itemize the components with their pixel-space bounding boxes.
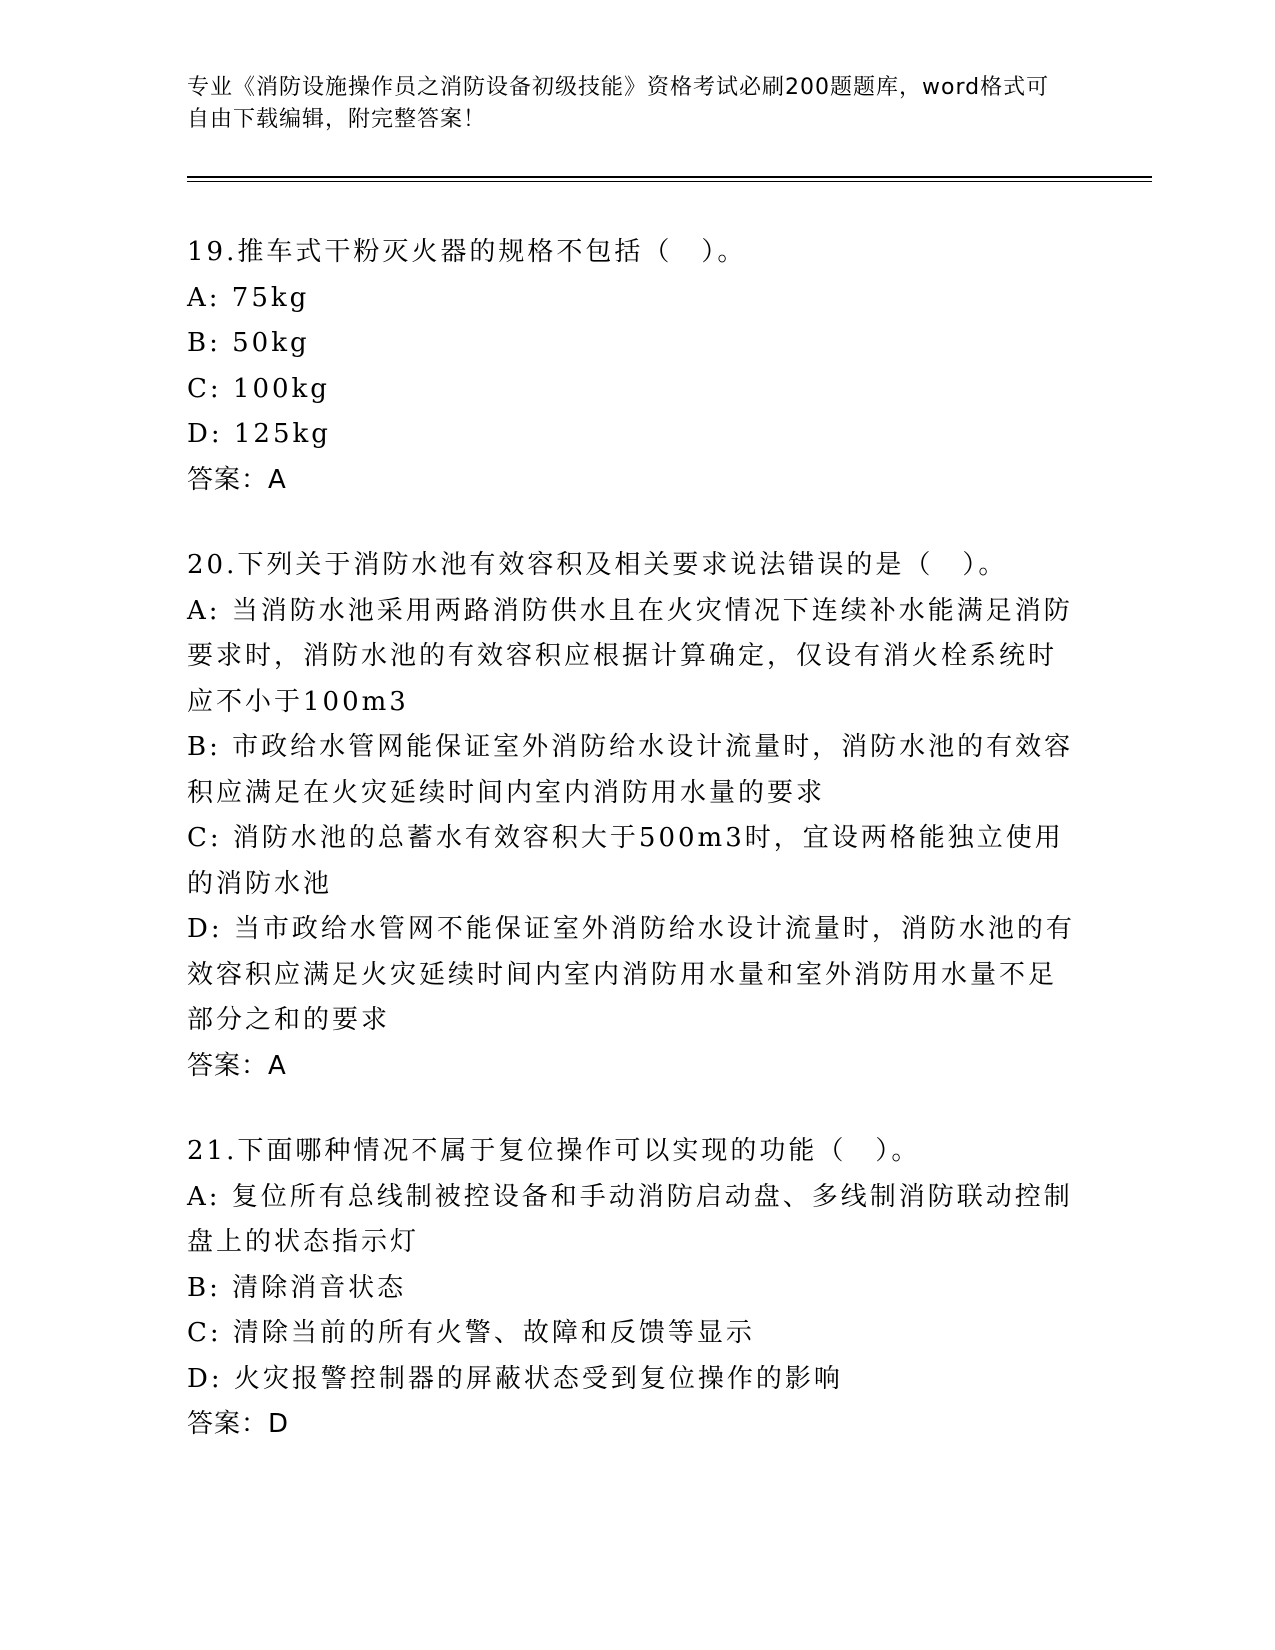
option-c: C: 清除当前的所有火警、故障和反馈等显示	[187, 1318, 755, 1348]
question-21	[187, 1129, 1077, 1448]
option-b: B: 清除消音状态	[187, 1272, 407, 1303]
question-19	[187, 230, 1077, 503]
option-c: C: 100kg	[187, 373, 330, 404]
answer-label: 答案：A	[187, 464, 287, 495]
question-20	[187, 543, 1077, 1089]
header-divider-thick	[187, 176, 1152, 178]
document-header: 专业《消防设施操作员之消防设备初级技能》资格考试必刷200题题库，word格式可自由下载编辑，附完整答案！	[187, 75, 1050, 132]
question-stem: 20.下列关于消防水池有效容积及相关要求说法错误的是（ ）。	[187, 550, 1008, 580]
option-a: A: 复位所有总线制被控设备和手动消防启动盘、多线制消防联动控制盘上的状态指示灯	[187, 1181, 1073, 1257]
option-b: B: 市政给水管网能保证室外消防给水设计流量时，消防水池的有效容积应满足在火灾延续时间内室内消防用水量的要求	[187, 732, 1074, 808]
option-d: D: 125kg	[187, 419, 331, 449]
question-list	[187, 230, 1077, 1488]
question-stem: 21.下面哪种情况不属于复位操作可以实现的功能（ ）。	[187, 1136, 921, 1166]
question-stem: 19.推车式干粉灭火器的规格不包括（ ）。	[187, 237, 747, 267]
answer-label: 答案：A	[187, 1050, 287, 1081]
option-d: D: 当市政给水管网不能保证室外消防给水设计流量时，消防水池的有效容积应满足火灾延续时间内室内消防用水量和室外消防用水量不足部分之和的要求	[187, 914, 1075, 1035]
option-c: C: 消防水池的总蓄水有效容积大于500m3时，宜设两格能独立使用的消防水池	[187, 823, 1064, 899]
option-a: A: 75kg	[187, 282, 310, 313]
answer-label: 答案：D	[187, 1409, 290, 1439]
option-a: A: 当消防水池采用两路消防供水且在火灾情况下连续补水能满足消防要求时，消防水池的有效容积应根据计算确定，仅设有消火栓系统时应不小于100m3	[187, 595, 1073, 717]
header-divider-thin	[187, 181, 1152, 182]
option-d: D: 火灾报警控制器的屏蔽状态受到复位操作的影响	[187, 1363, 843, 1394]
option-b: B: 50kg	[187, 328, 310, 358]
